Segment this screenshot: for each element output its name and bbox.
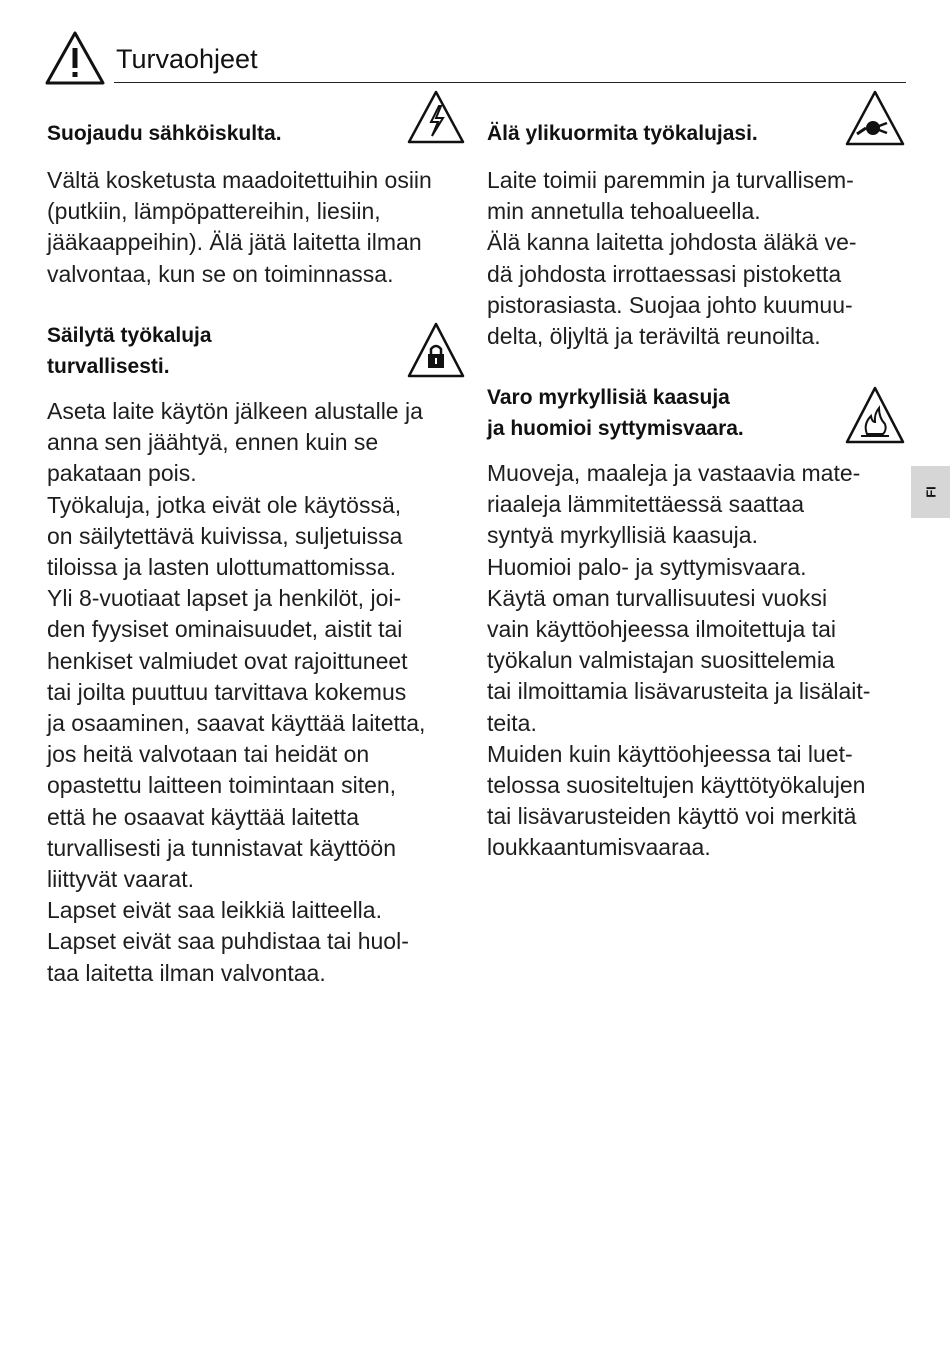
body-line: den fyysiset ominaisuudet, aistit tai (47, 616, 403, 643)
section-toxic-gases (487, 382, 907, 864)
body-line: Käytä oman turvallisuutesi vuoksi (487, 584, 828, 611)
body-line: turvallisesti ja tunnistavat käyttöön (47, 834, 397, 861)
section-overload (487, 118, 907, 352)
body-line: Muoveja, maaleja ja vastaavia mate- (487, 460, 861, 486)
body-line: tai ilmoittamia lisävarusteita ja lisälait- (487, 678, 871, 705)
section-body (47, 165, 467, 290)
body-line: Lapset eivät saa puhdistaa tai huol- (47, 928, 409, 955)
body-line: valvontaa, kun se on toiminnassa. (47, 260, 394, 287)
section-body (47, 396, 467, 989)
body-line: Huomioi palo- ja syttymisvaara. (487, 553, 807, 580)
body-line: opastettu laitteen toimintaan siten, (47, 772, 397, 799)
body-line: vain käyttöohjeessa ilmoitettuja tai (487, 616, 837, 643)
body-line: telossa suositeltujen käyttötyökalujen (487, 772, 866, 799)
body-line: on säilytettävä kuivissa, suljetuissa (47, 522, 403, 549)
plug-icon (845, 90, 905, 146)
padlock-icon (407, 322, 465, 378)
body-line: tiloissa ja lasten ulottumattomissa. (47, 554, 396, 581)
body-line: Työkaluja, jotka eivät ole käytössä, (47, 491, 402, 518)
body-line: jääkaappeihin). Älä jätä laitetta ilman (47, 229, 422, 256)
section-storage (47, 320, 467, 989)
body-line: delta, öljyltä ja teräviltä reunoilta. (487, 323, 821, 350)
body-line: anna sen jäähtyä, ennen kuin se (47, 429, 379, 456)
flame-icon (845, 386, 905, 444)
body-line: Lapset eivät saa leikkiä laitteella. (47, 897, 382, 924)
electric-shock-icon (407, 90, 465, 144)
body-line: Vältä kosketusta maadoitettuihin osiin (47, 167, 432, 193)
title-line: Varo myrkyllisiä kaasuja (487, 386, 730, 409)
body-line: min annetulla tehoalueella. (487, 198, 761, 225)
header-rule (114, 82, 906, 83)
title-line: Säilytä työkaluja (47, 324, 212, 347)
body-line: työkalun valmistajan suosittelemia (487, 647, 835, 674)
body-line: pakataan pois. (47, 460, 197, 487)
body-line: taa laitetta ilman valvontaa. (47, 959, 326, 986)
body-line: teita. (487, 709, 537, 736)
section-body (487, 165, 907, 352)
section-body (487, 458, 907, 864)
body-line: Aseta laite käytön jälkeen alustalle ja (47, 398, 423, 424)
section-electric-shock (47, 118, 467, 290)
language-tab (911, 466, 950, 518)
section-title: Älä ylikuormita työkalujasi. (487, 122, 758, 145)
warning-icon (44, 30, 106, 86)
page-title: Turvaohjeet (116, 44, 258, 74)
body-line: tai lisävarusteiden käyttö voi merkitä (487, 803, 857, 830)
body-line: riaaleja lämmitettäessä saattaa (487, 491, 805, 518)
body-line: loukkaantumisvaaraa. (487, 834, 711, 861)
language-tab-label: FI (923, 486, 938, 498)
body-line: dä johdosta irrottaessasi pistoketta (487, 260, 842, 287)
body-line: että he osaavat käyttää laitetta (47, 803, 359, 830)
body-line: (putkiin, lämpöpattereihin, liesiin, (47, 198, 381, 225)
body-line: tai joilta puuttuu tarvittava kokemus (47, 678, 407, 705)
section-title (47, 320, 387, 382)
body-line: Älä kanna laitetta johdosta äläkä ve- (487, 229, 857, 256)
body-line: Yli 8-vuotiaat lapset ja henkilöt, joi- (47, 585, 402, 612)
body-line: henkiset valmiudet ovat rajoittuneet (47, 647, 408, 674)
title-line: ja huomioi syttymisvaara. (487, 417, 744, 440)
page-header (44, 28, 906, 86)
section-title: Suojaudu sähköiskulta. (47, 122, 282, 145)
section-title (487, 382, 827, 444)
body-line: liittyvät vaarat. (47, 866, 194, 893)
title-line: turvallisesti. (47, 355, 170, 378)
body-line: Laite toimii paremmin ja turvallisem- (487, 167, 854, 193)
body-line: ja osaaminen, saavat käyttää laitetta, (47, 710, 426, 737)
body-line: syntyä myrkyllisiä kaasuja. (487, 522, 758, 549)
body-line: jos heitä valvotaan tai heidät on (47, 741, 370, 768)
body-line: pistorasiasta. Suojaa johto kuumuu- (487, 291, 853, 318)
body-line: Muiden kuin käyttöohjeessa tai luet- (487, 740, 853, 767)
